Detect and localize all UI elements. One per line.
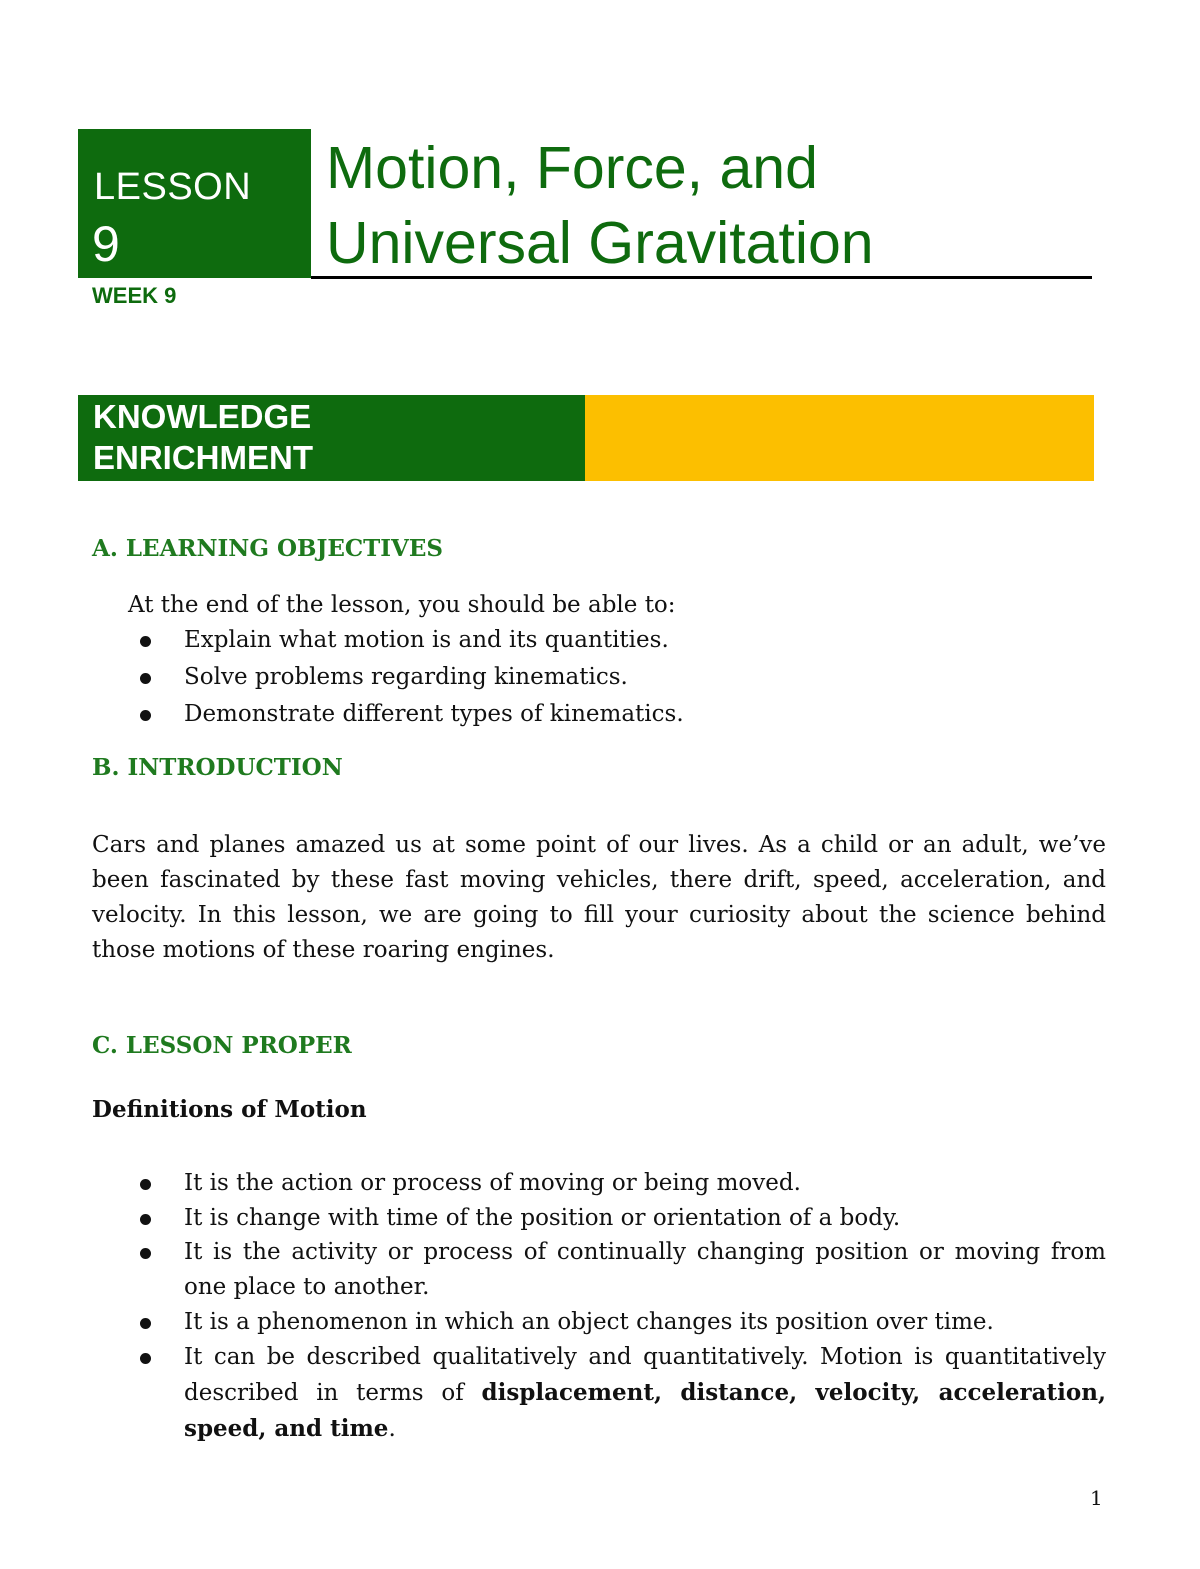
lesson-title-line-1: Motion, Force, and — [326, 135, 818, 201]
knowledge-enrichment-banner — [78, 395, 1094, 481]
lesson-proper-heading: C. LESSON PROPER — [92, 1032, 352, 1059]
objectives-intro: At the end of the lesson, you should be able to: — [128, 592, 676, 618]
list-item-text: It is change with time of the position or orientation of a body. — [184, 1205, 901, 1231]
list-item-text: It is the action or process of moving or being moved. — [184, 1170, 801, 1196]
page-number: 1 — [1090, 1486, 1103, 1510]
objectives-heading: A. LEARNING OBJECTIVES — [92, 535, 444, 562]
introduction-heading: B. INTRODUCTION — [92, 754, 343, 781]
banner-line-1: KNOWLEDGE — [93, 398, 312, 435]
bullet-icon — [140, 1179, 151, 1190]
list-item-text: It is a phenomenon in which an object changes its position over time. — [184, 1309, 994, 1335]
title-rule — [311, 276, 1092, 279]
lesson-box — [78, 129, 311, 278]
banner-green-block — [78, 395, 585, 481]
week-label: WEEK 9 — [92, 283, 177, 308]
bullet-icon — [140, 1248, 151, 1259]
bullet-icon — [140, 636, 151, 647]
list-item-text: It is the activity or process of continually changing position or moving from one place to another. — [184, 1239, 1106, 1300]
lesson-title-line-2: Universal Gravitation — [326, 210, 874, 276]
list-item-text: Demonstrate different types of kinematics. — [184, 701, 684, 727]
bullet-icon — [140, 1318, 151, 1329]
list-item-text: Explain what motion is and its quantities. — [184, 627, 669, 653]
motion-description-text: It can be described qualitatively and quantitatively. Motion is quantitatively described in terms of — [184, 1344, 1106, 1406]
sentence-end: . — [388, 1416, 396, 1442]
list-item-text — [184, 1340, 1106, 1447]
bullet-icon — [140, 673, 151, 684]
lesson-number: 9 — [92, 216, 120, 272]
lesson-label: LESSON — [94, 166, 252, 208]
bullet-icon — [140, 710, 151, 721]
banner-line-2: ENRICHMENT — [93, 439, 313, 476]
motion-quantities-bold: displacement, distance, velocity, acceleration, speed, and time — [184, 1379, 1106, 1442]
banner-gold-block — [585, 395, 1094, 481]
definitions-subheading: Definitions of Motion — [92, 1096, 367, 1123]
bullet-icon — [140, 1353, 151, 1364]
bullet-icon — [140, 1214, 151, 1225]
introduction-paragraph: Cars and planes amazed us at some point of our lives. As a child or an adult, we’ve been fascinated by these fast moving vehicles, there drift, speed, acceleration, and velocity. In this lesson, we are going to fill your curiosity about the science behind those motions of these roaring engines. — [92, 832, 1106, 963]
list-item-text: Solve problems regarding kinematics. — [184, 664, 628, 690]
